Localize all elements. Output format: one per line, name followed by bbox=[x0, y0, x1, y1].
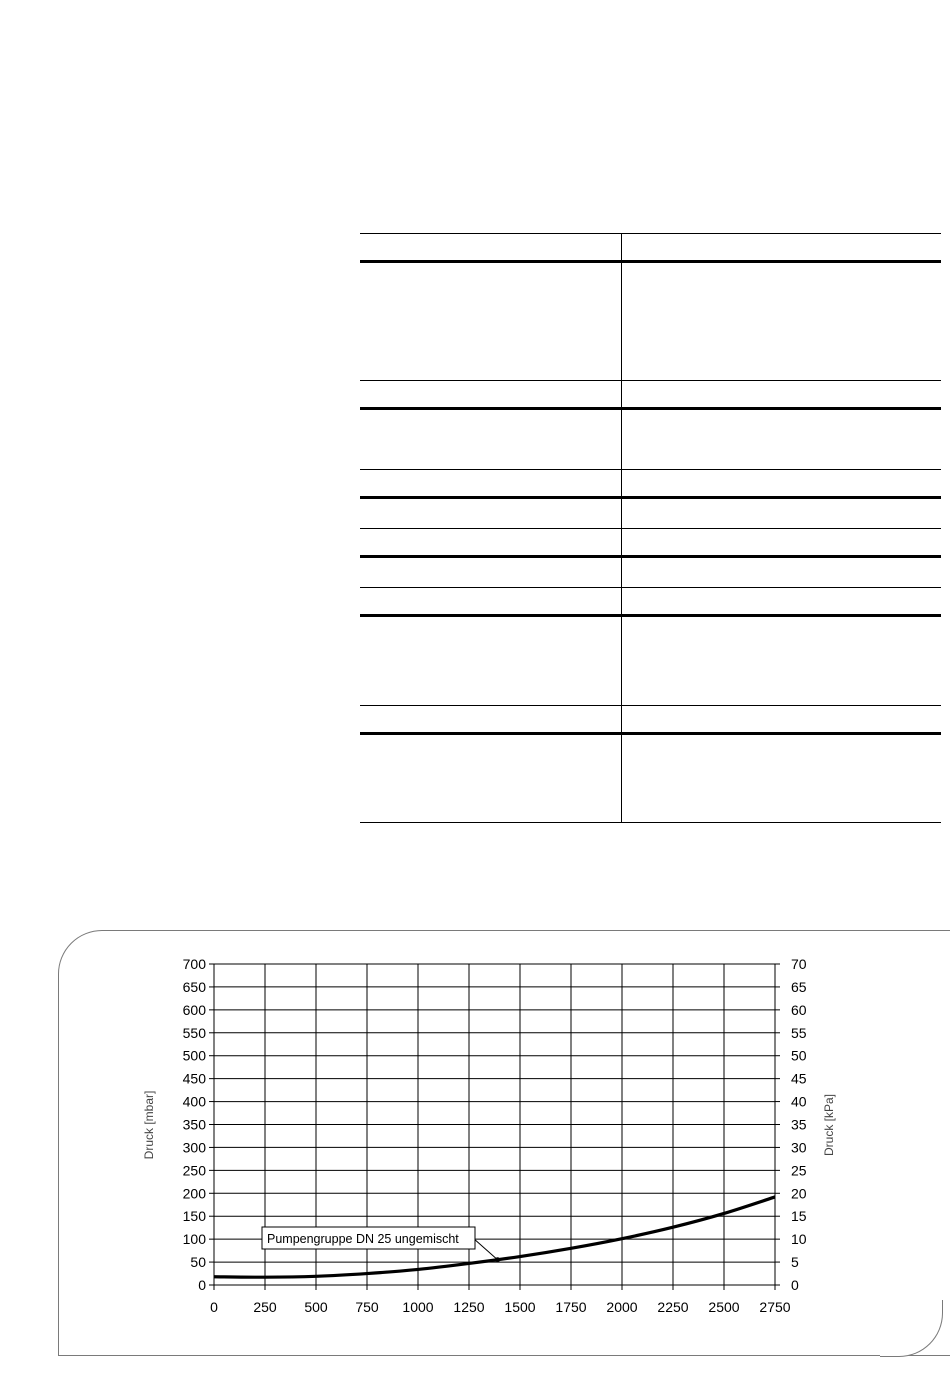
y2-tick-label: 45 bbox=[791, 1070, 807, 1087]
y2-tick-label: 0 bbox=[791, 1277, 799, 1293]
x-tick-label: 1250 bbox=[453, 1299, 485, 1315]
y2-axis-title: Druck [kPa] bbox=[822, 1093, 836, 1157]
y-tick-label: 350 bbox=[182, 1116, 206, 1133]
x-tick-label: 250 bbox=[253, 1299, 277, 1315]
y2-tick-label: 5 bbox=[791, 1254, 799, 1271]
y-tick-label: 100 bbox=[182, 1231, 206, 1248]
y-tick-label: 700 bbox=[182, 956, 206, 972]
y-tick-label: 500 bbox=[182, 1047, 206, 1064]
y-tick-label: 300 bbox=[182, 1139, 206, 1156]
y-tick-label: 50 bbox=[190, 1254, 206, 1271]
y2-tick-label: 10 bbox=[791, 1231, 807, 1248]
x-tick-label: 1500 bbox=[504, 1299, 536, 1315]
y2-tick-label: 60 bbox=[791, 1001, 807, 1018]
y-tick-label: 650 bbox=[182, 978, 206, 995]
y2-tick-label: 20 bbox=[791, 1185, 807, 1202]
y-tick-label: 400 bbox=[182, 1093, 206, 1110]
y2-tick-label: 40 bbox=[791, 1093, 807, 1110]
annotation-leader bbox=[473, 1238, 498, 1260]
y-axis-title: Druck [mbar] bbox=[142, 1090, 156, 1160]
y-tick-label: 550 bbox=[182, 1024, 206, 1041]
y-tick-label: 450 bbox=[182, 1070, 206, 1087]
x-tick-label: 500 bbox=[304, 1299, 328, 1315]
y2-tick-label: 35 bbox=[791, 1116, 807, 1133]
x-tick-label: 2250 bbox=[657, 1299, 689, 1315]
y-tick-label: 0 bbox=[198, 1277, 206, 1293]
y-tick-label: 200 bbox=[182, 1185, 206, 1202]
x-tick-label: 2000 bbox=[606, 1299, 638, 1315]
annotation-label: Pumpengruppe DN 25 ungemischt bbox=[267, 1232, 459, 1246]
y2-tick-label: 65 bbox=[791, 978, 807, 995]
y2-tick-label: 30 bbox=[791, 1139, 807, 1156]
x-tick-label: 2500 bbox=[708, 1299, 740, 1315]
y2-tick-label: 25 bbox=[791, 1162, 807, 1179]
y-tick-label: 600 bbox=[182, 1001, 206, 1018]
x-tick-label: 2750 bbox=[759, 1299, 791, 1315]
series-annotation bbox=[262, 1227, 500, 1262]
x-tick-label: 1750 bbox=[555, 1299, 587, 1315]
y-tick-label: 250 bbox=[182, 1162, 206, 1179]
x-tick-label: 0 bbox=[210, 1299, 218, 1315]
y2-tick-label: 15 bbox=[791, 1208, 807, 1225]
x-tick-label: 1000 bbox=[402, 1299, 434, 1315]
y-tick-label: 150 bbox=[182, 1208, 206, 1225]
y2-tick-label: 70 bbox=[791, 956, 807, 972]
x-tick-label: 750 bbox=[355, 1299, 379, 1315]
y2-tick-label: 55 bbox=[791, 1024, 807, 1041]
annotation-point bbox=[495, 1257, 500, 1262]
y2-tick-label: 50 bbox=[791, 1047, 807, 1064]
